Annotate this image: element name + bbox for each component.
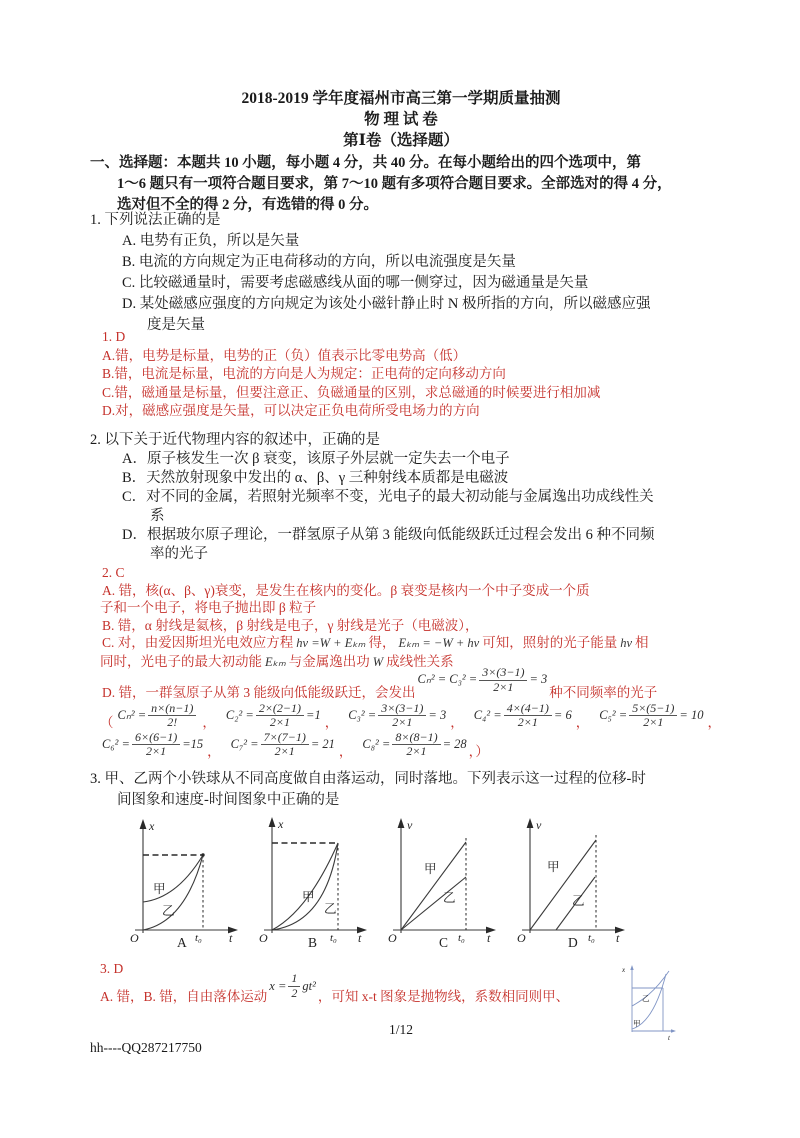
jia-label: 甲 — [302, 890, 315, 904]
t0-label: t₀ — [588, 932, 595, 944]
yi-label: 乙 — [443, 891, 456, 905]
formula-fraction: C₄² = $\frac{4\times(4-1)}{2\times 1}$ = 6 — [473, 700, 572, 729]
intro-line-3: 选对但不全的得 2 分，有选错的得 0 分。 — [117, 197, 378, 213]
intro-paragraph — [90, 153, 730, 216]
yi-label: 乙 — [324, 902, 337, 916]
comma: ， — [338, 743, 353, 759]
answer-2-d-text-2: 种不同频率的光子 — [549, 684, 658, 700]
curve-yi — [632, 971, 669, 1006]
photoelectric-equation: hν =W + Eₖₘ — [296, 636, 366, 650]
answer-1-line-a: A.错，电势是标量，电势的正（负）值表示比零电势高（低） — [102, 347, 467, 363]
jia-label: 甲 — [153, 882, 166, 896]
answer-3-line — [100, 971, 570, 1006]
question-2-stem: 2. 以下关于近代物理内容的叙述中，正确的是 — [90, 432, 380, 448]
question-1-stem: 1. 下列说法正确的是 — [90, 212, 221, 228]
question-2-option-a: A．原子核发生一次 β 衰变，该原子外层就一定失去一个电子 — [122, 451, 510, 467]
paren-close: ，） — [468, 743, 489, 759]
graph-c — [383, 815, 502, 950]
comma: ， — [202, 714, 216, 730]
comma: ， — [207, 743, 221, 759]
question-1-option-a: A. 电势有正负，所以是矢量 — [122, 233, 300, 249]
doc-title: 2018-2019 学年度福州市高三第一学期质量抽测 — [241, 90, 561, 107]
formula-fraction: C₇² = $\frac{7\times(7-1)}{2\times 1}$ = 21 — [230, 729, 335, 758]
answer-1-line-b: B.错，电流是标量，电流的方向是人为规定：正电荷的定向移动方向 — [102, 366, 506, 381]
question-3-graphs — [125, 815, 631, 950]
watermark: hh----QQ287217750 — [90, 1040, 202, 1055]
origin-label: O — [130, 931, 139, 945]
x-axis-label: t — [616, 931, 620, 945]
curve-jia — [143, 855, 203, 902]
jia-label: 甲 — [424, 862, 437, 876]
answer-2-line-a2: 子和一个电子，将电子抛出即 β 粒子 — [100, 600, 317, 615]
line-yi — [401, 877, 466, 930]
y-axis-label: v — [407, 818, 413, 832]
answer-2-c2-text-2: 与金属逸出功 — [288, 653, 370, 669]
question-2-option-b: B．天然放射现象中发出的 α、β、γ 三种射线本质都是电磁波 — [122, 470, 509, 486]
answer-2-c2-text-1: 同时，光电子的最大初动能 — [100, 653, 262, 669]
y-axis-label: x — [149, 819, 155, 833]
question-1 — [90, 210, 730, 336]
graph-letter: A — [177, 935, 187, 950]
free-fall-formula: x = $\frac{1}{2}$ gt² — [269, 971, 316, 1000]
x-axis-label: t — [668, 1034, 670, 1042]
intro-line-2: 1～6 题只有一项符合题目要求，第 7～10 题有多项符合题目要求。全部选对的得 4 分， — [117, 176, 672, 192]
x-axis-label: t — [229, 931, 233, 945]
formula-fraction: C₃² = $\frac{3\times(3-1)}{2\times 1}$ = 3 — [348, 700, 447, 729]
answer-2-c-text-1: C. 对，由爱因斯坦光电效应方程 — [102, 635, 294, 650]
meeting-point — [201, 853, 204, 856]
question-1-option-d: D. 某处磁感应强度的方向规定为该处小磁针静止时 N 极所指的方向，所以磁感应强 — [122, 296, 651, 312]
graph-letter: D — [568, 935, 578, 950]
question-2-option-c: C．对不同的金属，若照射光频率不变，光电子的最大初动能与金属逸出功成线性关 — [122, 489, 654, 505]
ekm-symbol: Eₖₘ — [265, 654, 286, 669]
formula-fraction: C₅² = $\frac{5\times(5-1)}{2\times 1}$ = 10 — [599, 700, 704, 729]
combination-formula-row-2 — [90, 730, 750, 759]
question-3 — [90, 769, 750, 811]
comma: ， — [575, 714, 590, 730]
yi-label: 乙 — [572, 894, 585, 908]
formula-fraction-inline: Cₙ² = C₃² = $\frac{3\times(3-1)}{2\times 1}$ = 3 — [417, 665, 548, 694]
paren-open: （ — [100, 714, 114, 730]
formula-fraction: C₂² = $\frac{2\times(2-1)}{2\times 1}$ =1 — [225, 700, 321, 729]
formula-fraction: C₈² = $\frac{8\times(8-1)}{2\times 1}$ = 28 — [362, 729, 467, 758]
comma: ， — [450, 714, 464, 730]
hv-symbol: hν — [620, 636, 633, 650]
y-axis-arrow — [398, 818, 405, 828]
y-axis-label: v — [536, 818, 542, 832]
y-axis-label: x — [622, 966, 626, 974]
t0-label: t₀ — [458, 932, 465, 944]
question-2-option-d-cont: 率的光子 — [150, 546, 208, 562]
answer-3-text-2: ，可知 x-t 图象是抛物线，系数相同则甲、 — [317, 988, 570, 1004]
y-axis-arrow — [269, 817, 276, 827]
answer-2-line-d — [90, 665, 750, 701]
comma: ， — [324, 714, 339, 730]
answer-1 — [90, 328, 730, 421]
answer-2-line-a1: A. 错，核(α、β、γ)衰变，是发生在核内的变化。β 衰变是核内一个中子变成一个质 — [102, 582, 590, 598]
x-axis-label: t — [358, 931, 362, 945]
question-2-option-c-cont: 系 — [150, 508, 165, 524]
yi-label: 乙 — [162, 904, 175, 918]
t0-label: t₀ — [330, 932, 337, 944]
answer-2-d-text-1: D. 错，一群氢原子从第 3 能级向低能级跃迁，会发出 — [102, 684, 416, 700]
question-1-option-c: C. 比较磁通量时，需要考虑磁感线从面的哪一侧穿过，因为磁通量是矢量 — [122, 275, 589, 291]
graph-d — [512, 815, 631, 950]
y-axis-label: x — [278, 817, 284, 831]
answer-1-line-d: D.对，磁感应强度是矢量，可以决定正负电荷所受电场力的方向 — [102, 403, 480, 418]
question-2-option-d: D．根据玻尔原子理论，一群氢原子从第 3 能级向低能级跃迁过程会发出 6 种不同频 — [122, 527, 655, 543]
answer-2-line-b: B. 错，α 射线是氦核，β 射线是电子，γ 射线是光子（电磁波）， — [102, 617, 479, 633]
w-symbol: W — [372, 654, 384, 669]
x-axis-label: t — [487, 931, 491, 945]
page-number: 1/12 — [388, 1022, 413, 1037]
question-3-stem-2: 间图象和速度-时间图象中正确的是 — [117, 792, 340, 808]
answer-2-line-c1 — [90, 634, 750, 653]
graph-letter: C — [439, 935, 449, 950]
answer-2-c2-text-3: 成线性关系 — [386, 653, 454, 669]
header — [90, 88, 712, 151]
curve-jia — [272, 843, 338, 930]
graph-b — [254, 815, 373, 950]
jia-label: 甲 — [547, 860, 560, 874]
doc-subtitle: 物 理 试 卷 — [364, 111, 438, 128]
formula-fraction: Cₙ² = $\frac{n\times(n-1)}{2!}$ — [116, 702, 201, 730]
formula-fraction: C₆² = $\frac{6\times(6-1)}{2\times 1}$ =15 — [102, 729, 204, 758]
answer-2-c-text-4: 相 — [635, 635, 649, 650]
answer-2 — [90, 564, 750, 759]
y-axis-arrow — [527, 818, 534, 828]
graph-letter: B — [308, 935, 318, 950]
yi-label: 乙 — [642, 994, 650, 1003]
line-jia — [401, 842, 466, 930]
graph-a — [125, 815, 244, 950]
origin-label: O — [517, 931, 526, 945]
answer-3-text-1: A. 错，B. 错，自由落体运动 — [100, 988, 268, 1004]
answer-2-c-text-3: 可知，照射的光子能量 — [482, 635, 618, 650]
answer-1-head: 1. D — [102, 329, 126, 344]
ekm-equation: Eₖₘ = −W + hν — [398, 636, 480, 650]
y-axis-arrow — [140, 819, 147, 829]
combination-formula-row-1 — [90, 701, 750, 730]
t0-label: t₀ — [195, 932, 202, 944]
answer-3-head: 3. D — [100, 961, 124, 976]
question-1-option-b: B. 电流的方向规定为正电荷移动的方向，所以电流强度是矢量 — [122, 254, 516, 270]
origin-label: O — [388, 931, 397, 945]
line-jia — [530, 840, 596, 930]
question-2 — [90, 431, 730, 564]
answer-1-line-c: C.错，磁通量是标量，但要注意正、负磁通量的区别，求总磁通的时候要进行相加减 — [102, 384, 601, 400]
jia-label: 甲 — [633, 1019, 641, 1028]
intro-line-1: 一、选择题：本题共 10 小题，每小题 4 分，共 40 分。在每小题给出的四个选项中，第 — [90, 155, 641, 171]
origin-label: O — [259, 931, 268, 945]
y-axis-arrow — [630, 965, 633, 970]
question-3-stem-1: 3. 甲、乙两个小铁球从不同高度做自由落运动，同时落地。下列表示这一过程的位移-时 — [90, 771, 646, 787]
comma: ， — [707, 714, 721, 730]
curve-yi — [143, 855, 203, 930]
answer-2-head: 2. C — [102, 565, 125, 580]
answer-2-c-text-2: 得， — [368, 635, 396, 650]
section-heading: 第Ⅰ卷（选择题） — [343, 132, 459, 149]
curve-yi — [272, 843, 338, 930]
question-1-option-d-cont: 度是矢量 — [147, 317, 205, 333]
